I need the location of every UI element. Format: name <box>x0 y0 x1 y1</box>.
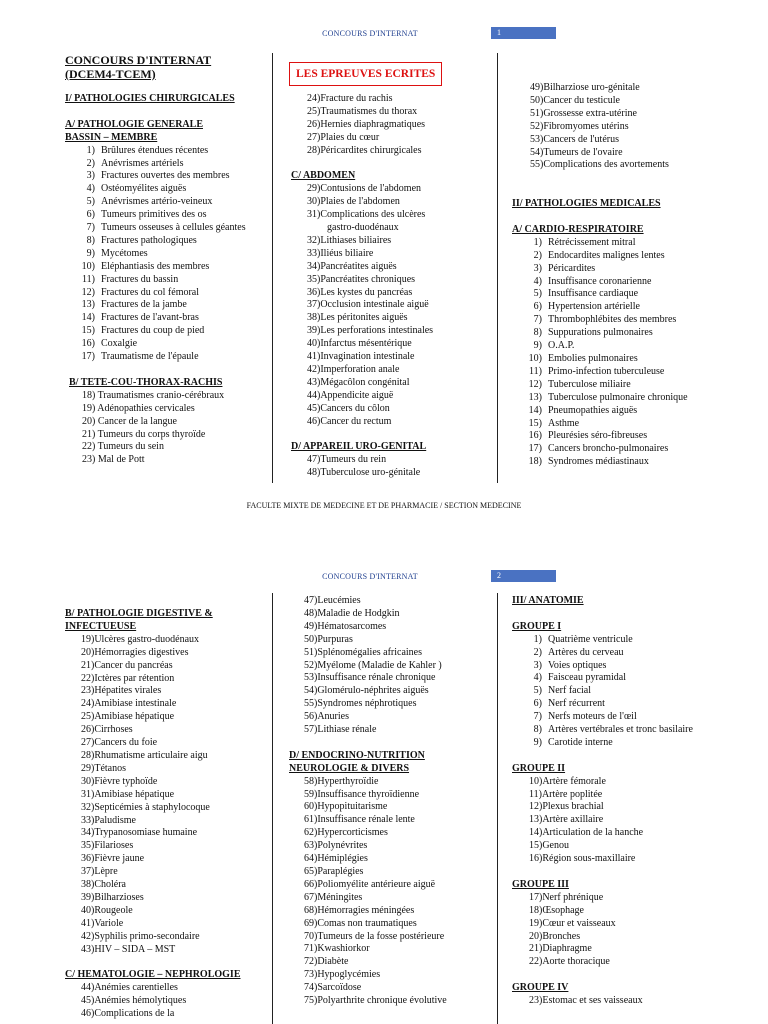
list-item-number: 9) <box>533 340 542 352</box>
list-item: 53)Insuffisance rénale chronique <box>304 672 436 684</box>
list <box>512 776 712 866</box>
list-item <box>512 660 712 673</box>
list-item: 57)Lithiase rénale <box>304 724 377 736</box>
list-item: 20)Hémorragies digestives <box>81 646 189 658</box>
list-item-number: 15) <box>81 325 95 337</box>
list-item-number: 16) <box>528 430 542 442</box>
list-item: 54)Tumeurs de l'ovaire <box>530 146 623 158</box>
subsection-heading: GROUPE IV <box>512 982 569 994</box>
list-item: 39)Les perforations intestinales <box>307 325 434 337</box>
list-item-text: Nerf facial <box>548 685 592 697</box>
list <box>512 634 712 750</box>
list-item <box>512 443 712 456</box>
list-item <box>512 353 712 366</box>
list-item-number: 3) <box>533 262 542 274</box>
list-item: 47)Tumeurs du rein <box>307 454 387 466</box>
list-item-number: 13) <box>81 299 95 311</box>
list-item-number: 4) <box>533 275 542 287</box>
list-item: 29)Contusions de l'abdomen <box>307 183 422 195</box>
list-item-text: Artères du cerveau <box>548 646 624 658</box>
list-item-text: Carotide interne <box>548 736 613 748</box>
list-item <box>65 338 267 351</box>
list-item <box>65 248 267 261</box>
list-item-text: Fractures pathologiques <box>101 234 197 246</box>
list-item: 60)Hypopituitarisme <box>304 801 388 813</box>
list-item-number: 6) <box>86 209 95 221</box>
list-item: 43)HIV – SIDA – MST <box>81 943 176 955</box>
list-item-text: Tuberculose pulmonaire chronique <box>548 391 688 403</box>
list-item: 15)Genou <box>529 840 569 852</box>
list-item: 44)Appendicite aiguë <box>307 389 394 401</box>
list-item: 64)Hémiplégies <box>304 853 368 865</box>
list-item-number: 5) <box>533 288 542 300</box>
list-item <box>512 340 712 353</box>
list-item-number: 6) <box>533 698 542 710</box>
list-item <box>512 288 712 301</box>
list-item-text: Brûlures étendues récentes <box>101 144 209 156</box>
list-item <box>65 183 267 196</box>
list-item: 32)Lithiases biliaires <box>307 234 392 246</box>
list-item-number: 3) <box>533 659 542 671</box>
list-item-text: Nerfs moteurs de l'œil <box>548 711 637 723</box>
list <box>512 82 712 172</box>
list-item: 21) Tumeurs du corps thyroïde <box>82 428 206 440</box>
page1-header-text: CONCOURS D'INTERNAT <box>322 29 418 38</box>
section-heading: I/ PATHOLOGIES CHIRURGICALES <box>65 93 235 104</box>
list-item: 35)Filarioses <box>81 840 134 852</box>
list-item-number: 7) <box>533 314 542 326</box>
list-item-number: 14) <box>81 312 95 324</box>
list-item: 41)Invagination intestinale <box>307 351 415 363</box>
list-item-number: 4) <box>86 183 95 195</box>
list-item-text: Fractures du coup de pied <box>101 325 205 337</box>
list-item-number: 9) <box>86 247 95 259</box>
list-item: 45)Anémies hémolytiques <box>81 995 187 1007</box>
section-heading: III/ ANATOMIE <box>512 595 584 606</box>
list-item-text: Insuffisance coronarienne <box>548 275 652 287</box>
list-item-number: 10) <box>81 260 95 272</box>
list-item: 30)Plaies de l'abdomen <box>307 196 400 208</box>
list-item-number: 11) <box>82 273 95 285</box>
list-item-text: Endocardites malignes lentes <box>548 249 665 261</box>
list-item: 73)Hypoglycémies <box>304 969 381 981</box>
section-heading: II/ PATHOLOGIES MEDICALES <box>512 198 661 210</box>
list-item: 19)Ulcères gastro-duodénaux <box>81 633 200 645</box>
list-item-text: Anévrismes artério-veineux <box>101 196 213 208</box>
list-item: 23)Hépatites virales <box>81 685 162 697</box>
list-item <box>512 314 712 327</box>
list-item: 49)Bilharziose uro-génitale <box>530 82 640 93</box>
list-item <box>65 351 267 364</box>
list-item: 25)Amibiase hépatique <box>81 711 175 723</box>
list-item-text: Anévrismes artériels <box>101 157 184 169</box>
list-item-text: Traumatisme de l'épaule <box>101 351 199 363</box>
list-item: 46)Complications de la <box>81 1008 175 1020</box>
list-item: 51)Splénomégalies africaines <box>304 646 423 658</box>
list-item-text: Tumeurs osseuses à cellules géantes <box>101 222 246 234</box>
list-item-text: Suppurations pulmonaires <box>548 327 653 339</box>
list-item-number: 14) <box>528 404 542 416</box>
list-item: 25)Traumatismes du thorax <box>307 105 418 117</box>
list-item: 55)Complications des avortements <box>530 159 669 171</box>
page1-footer: FACULTE MIXTE DE MEDECINE ET DE PHARMACIE / SECTION MEDECINE <box>246 501 522 510</box>
list-item-number: 17) <box>81 351 95 363</box>
list-item: 62)Hypercorticismes <box>304 827 388 839</box>
list-item: 74)Sarcoïdose <box>304 982 362 994</box>
list-item: 63)Polynévrites <box>304 840 368 852</box>
list-item: 54)Glomérulo-néphrites aiguës <box>304 685 429 697</box>
doc-title-line-2: (DCEM4-TCEM) <box>65 67 156 81</box>
list-item-text: Embolies pulmonaires <box>548 352 638 364</box>
page2-header <box>0 569 768 583</box>
list-item <box>512 263 712 276</box>
list-item <box>512 392 712 405</box>
list-item: 46)Cancer du rectum <box>307 415 392 427</box>
list-item-number: 8) <box>533 724 542 736</box>
list-item-number: 7) <box>533 711 542 723</box>
list-item: 61)Insuffisance rénale lente <box>304 814 415 826</box>
list-item-number: 18) <box>528 456 542 468</box>
list-item: 22)Aorte thoracique <box>529 956 610 968</box>
list-item: 55)Syndromes néphrotiques <box>304 698 417 710</box>
list-item-number: 1) <box>533 633 542 645</box>
list-item: 14)Articulation de la hanche <box>529 827 644 839</box>
list-item: 29)Tétanos <box>81 762 126 774</box>
page1-column-divider-1 <box>272 53 273 483</box>
list-item: 66)Poliomyélite antérieure aiguë <box>304 878 436 890</box>
list-item-number: 15) <box>528 417 542 429</box>
list-item-text: Quatrième ventricule <box>548 633 633 645</box>
list-item: 21)Cancer du pancréas <box>81 659 173 671</box>
list-item: 69)Comas non traumatiques <box>304 917 417 929</box>
list-item: 44)Anémies carentielles <box>81 982 178 994</box>
list-item-text: Fractures du col fémoral <box>101 286 200 298</box>
page1-column-divider-2 <box>497 53 498 483</box>
list-item-number: 7) <box>86 222 95 234</box>
list-item-number: 3) <box>86 170 95 182</box>
list-item: 36)Les kystes du pancréas <box>307 286 413 298</box>
list <box>512 892 712 969</box>
list-item: 43)Mégacôlon congénital <box>307 376 410 388</box>
page2-number-badge: 2 <box>491 570 556 582</box>
list-item: gastro-duodénaux <box>327 222 399 234</box>
list-item: 34)Pancréatites aiguës <box>307 260 397 272</box>
page2-column-divider-1 <box>272 593 273 1024</box>
list-item: 68)Hémorragies méningées <box>304 904 415 916</box>
list-item: 53)Cancers de l'utérus <box>530 133 619 145</box>
list-item: 26)Cirrhoses <box>81 724 133 736</box>
list-item <box>512 737 712 750</box>
list-item-text: Mycétomes <box>101 247 148 259</box>
list-item-text: Fractures ouvertes des membres <box>101 170 230 182</box>
list-item-number: 12) <box>528 378 542 390</box>
list-item: 23) Mal de Pott <box>82 454 145 466</box>
list-item: 10)Artère fémorale <box>529 775 606 787</box>
list-item: 50)Cancer du testicule <box>530 94 620 106</box>
list-item: 39)Bilharzioses <box>81 891 144 903</box>
list-item-number: 4) <box>533 672 542 684</box>
list-item-number: 1) <box>533 236 542 248</box>
list-item-number: 2) <box>86 157 95 169</box>
list-item-number: 2) <box>533 646 542 658</box>
list-item-number: 9) <box>533 736 542 748</box>
list-item-text: Thrombophlébites des membres <box>548 314 677 326</box>
list <box>65 982 270 1021</box>
list <box>289 93 494 158</box>
list-item: 18)Œsophage <box>529 904 584 916</box>
subsection-heading: C/ ABDOMEN <box>291 170 356 182</box>
list-item-number: 2) <box>533 249 542 261</box>
list-item-text: Syndromes médiastinaux <box>548 456 649 468</box>
list-item-number: 16) <box>81 338 95 350</box>
list-item-number: 10) <box>528 352 542 364</box>
list-item <box>65 145 267 158</box>
list-item: 45)Cancers du côlon <box>307 402 390 414</box>
page2-column-2 <box>289 595 494 1008</box>
list-item-text: O.A.P. <box>548 340 575 352</box>
list-item: 13)Artère axillaire <box>529 814 604 826</box>
list-item: 52)Myélome (Maladie de Kahler ) <box>304 659 442 671</box>
list-item: 40)Rougeole <box>81 904 133 916</box>
list <box>512 995 712 1008</box>
list-item-number: 1) <box>86 144 95 156</box>
list-item <box>512 672 712 685</box>
list <box>289 454 494 480</box>
list-item-number: 11) <box>529 365 542 377</box>
list-item-text: Péricardites <box>548 262 596 274</box>
list-item: 67)Méningites <box>304 891 363 903</box>
list-item: 28)Péricardites chirurgicales <box>307 144 422 156</box>
list-item <box>512 647 712 660</box>
list-item <box>512 418 712 431</box>
list-item <box>65 158 267 171</box>
list-item: 17)Nerf phrénique <box>529 891 604 903</box>
list <box>65 145 267 364</box>
subsection-heading: INFECTUEUSE <box>65 620 137 632</box>
subsection-heading: B/ TETE-COU-THORAX-RACHIS <box>69 376 223 388</box>
subsection-heading: B/ PATHOLOGIE DIGESTIVE & <box>65 608 213 619</box>
page2-header-text: CONCOURS D'INTERNAT <box>322 572 418 581</box>
list-item-text: Asthme <box>548 417 580 429</box>
list-item <box>512 366 712 379</box>
list-item: 20) Cancer de la langue <box>82 415 177 427</box>
list-item <box>65 312 267 325</box>
list-item-text: Fractures de l'avant-bras <box>101 312 199 324</box>
list-item: 41)Variole <box>81 917 124 929</box>
list-item: 22) Tumeurs du sein <box>82 441 164 453</box>
list <box>65 634 270 957</box>
subsection-heading: BASSIN – MEMBRE <box>65 131 158 143</box>
list <box>512 237 712 469</box>
list-item: 40)Infarctus mésentérique <box>307 338 412 350</box>
list-item <box>512 237 712 250</box>
list-item <box>512 405 712 418</box>
list-item <box>512 685 712 698</box>
list-item-text: Primo-infection tuberculeuse <box>548 365 665 377</box>
page2-column-1 <box>65 608 270 1021</box>
list-item-text: Coxalgie <box>101 338 138 350</box>
list-item-text: Pleurésies séro-fibreuses <box>548 430 648 442</box>
list-item: 21)Diaphragme <box>529 943 592 955</box>
list-item <box>512 301 712 314</box>
subsection-heading: D/ ENDOCRINO-NUTRITION <box>289 749 425 761</box>
subsection-heading: GROUPE II <box>512 762 566 774</box>
list <box>65 390 267 467</box>
list-item: 48)Maladie de Hodgkin <box>304 607 400 619</box>
list <box>289 595 494 737</box>
list-item: 75)Polyarthrite chronique évolutive <box>304 995 447 1007</box>
page1-header <box>0 26 768 40</box>
list-item-text: Eléphantiasis des membres <box>101 260 210 272</box>
list-item: 33)Paludisme <box>81 814 136 826</box>
list-item <box>65 261 267 274</box>
list-item: 28)Rhumatisme articulaire aigu <box>81 749 208 761</box>
subsection-heading: A/ PATHOLOGIE GENERALE <box>65 118 203 130</box>
list-item-text: Cancers broncho-pulmonaires <box>548 443 669 455</box>
page2-column-divider-2 <box>497 593 498 1024</box>
list-item: 37)Lèpre <box>81 866 118 878</box>
list-item <box>512 430 712 443</box>
list-item: 23)Estomac et ses vaisseaux <box>529 995 643 1007</box>
subsection-heading: A/ CARDIO-RESPIRATOIRE <box>512 223 644 235</box>
list-item: 42)Imperforation anale <box>307 364 400 376</box>
list <box>289 776 494 1008</box>
list-item: 72)Diabète <box>304 956 349 968</box>
list-item-text: Faisceau pyramidal <box>548 672 627 684</box>
list-item-number: 6) <box>533 301 542 313</box>
list-item: 35)Pancréatites chroniques <box>307 273 416 285</box>
list-item <box>512 250 712 263</box>
list-item-number: 13) <box>528 391 542 403</box>
list-item: 58)Hyperthyroïdie <box>304 775 379 787</box>
list-item <box>512 724 712 737</box>
list-item: 38)Choléra <box>81 879 126 891</box>
list-item: 16)Région sous-maxillaire <box>529 853 636 865</box>
list-item: 56)Anuries <box>304 711 349 723</box>
list-item <box>512 276 712 289</box>
list-item: 65)Paraplégies <box>304 866 364 878</box>
list-item: 30)Fièvre typhoïde <box>81 775 158 787</box>
list-item <box>65 235 267 248</box>
list-item: 11)Artère poplitée <box>529 788 603 800</box>
list-item <box>65 299 267 312</box>
list-item: 19)Cœur et vaisseaux <box>529 917 616 929</box>
page1-number-badge: 1 <box>491 27 556 39</box>
subsection-heading: C/ HEMATOLOGIE – NEPHROLOGIE <box>65 969 241 981</box>
list-item-number: 8) <box>86 234 95 246</box>
list-item: 27)Plaies du cœur <box>307 131 380 143</box>
list-item <box>65 170 267 183</box>
list-item: 31)Amibiase hépatique <box>81 788 175 800</box>
list-item: 47)Leucémies <box>304 595 361 606</box>
list-item-number: 17) <box>528 443 542 455</box>
list-item <box>65 196 267 209</box>
page1-column-2 <box>289 62 494 480</box>
list-item: 36)Fièvre jaune <box>81 853 145 865</box>
list-item: 70)Tumeurs de la fosse postérieure <box>304 930 445 942</box>
list-item <box>512 327 712 340</box>
list-item-number: 8) <box>533 327 542 339</box>
list-item <box>512 634 712 647</box>
list-item: 12)Plexus brachial <box>529 801 604 813</box>
list-item: 20)Bronches <box>529 930 581 942</box>
list-item: 52)Fibromyomes utérins <box>530 120 629 132</box>
list-item: 50)Purpuras <box>304 633 353 645</box>
page1-column-3 <box>512 82 712 469</box>
list-item: 59)Insuffisance thyroïdienne <box>304 788 420 800</box>
list-item-text: Ostéomyélites aiguës <box>101 183 187 195</box>
list-item-text: Rétrécissement mitral <box>548 236 636 248</box>
subsection-heading: D/ APPAREIL URO-GENITAL <box>291 441 427 453</box>
list-item: 34)Trypanosomiase humaine <box>81 827 198 839</box>
list-item-text: Artères vertébrales et tronc basilaire <box>548 724 693 736</box>
list-item: 24)Amibiase intestinale <box>81 698 177 710</box>
list-item-number: 5) <box>533 685 542 697</box>
list-item: 22)Ictères par rétention <box>81 672 175 684</box>
list-item-text: Pneumopathies aiguës <box>548 404 638 416</box>
list-item <box>65 222 267 235</box>
list-item <box>512 698 712 711</box>
list-item-text: Tuberculose miliaire <box>548 378 631 390</box>
list-item: 38)Les péritonites aiguës <box>307 312 408 324</box>
list-item-text: Voies optiques <box>548 659 607 671</box>
list-item: 48)Tuberculose uro-génitale <box>307 467 421 479</box>
list-item-number: 12) <box>81 286 95 298</box>
list-item <box>65 209 267 222</box>
list-item: 49)Hématosarcomes <box>304 620 387 632</box>
list-item-text: Nerf récurrent <box>548 698 605 710</box>
list-item <box>512 711 712 724</box>
list-item-text: Tumeurs primitives des os <box>101 209 207 221</box>
list-item-text: Hypertension artérielle <box>548 301 640 313</box>
list-item <box>512 456 712 469</box>
list-item-text: Fractures du bassin <box>101 273 179 285</box>
list-item: 71)Kwashiorkor <box>304 943 370 955</box>
list-item-text: Fractures de la jambe <box>101 299 187 311</box>
list-item <box>65 325 267 338</box>
list-item: 51)Grossesse extra-utérine <box>530 107 637 119</box>
page1-column-1 <box>65 53 267 467</box>
list-item: 37)Occlusion intestinale aiguë <box>307 299 429 311</box>
list-item: 24)Fracture du rachis <box>307 93 393 104</box>
list-item-text: Insuffisance cardiaque <box>548 288 639 300</box>
subsection-heading: NEUROLOGIE & DIVERS <box>289 762 410 774</box>
list-item: 26)Hernies diaphragmatiques <box>307 118 426 130</box>
list-item-number: 5) <box>86 196 95 208</box>
box-title: LES EPREUVES ECRITES <box>289 62 442 86</box>
page2-column-3 <box>512 595 712 1008</box>
list-item: 27)Cancers du foie <box>81 737 158 749</box>
list-item: 31)Complications des ulcères <box>307 209 426 221</box>
list-item: 33)Iliéus biliaire <box>307 247 374 259</box>
list-item: 32)Septicémies à staphylocoque <box>81 801 210 813</box>
list-item <box>65 287 267 300</box>
list <box>289 183 494 428</box>
list-item: 18) Traumatismes cranio-cérébraux <box>82 389 225 401</box>
list-item <box>65 274 267 287</box>
subsection-heading: GROUPE III <box>512 878 569 890</box>
list-item: 42)Syphilis primo-secondaire <box>81 930 200 942</box>
list-item <box>512 379 712 392</box>
doc-title-line-1: CONCOURS D'INTERNAT <box>65 53 212 67</box>
list-item: 19) Adénopathies cervicales <box>82 402 195 414</box>
subsection-heading: GROUPE I <box>512 620 562 632</box>
